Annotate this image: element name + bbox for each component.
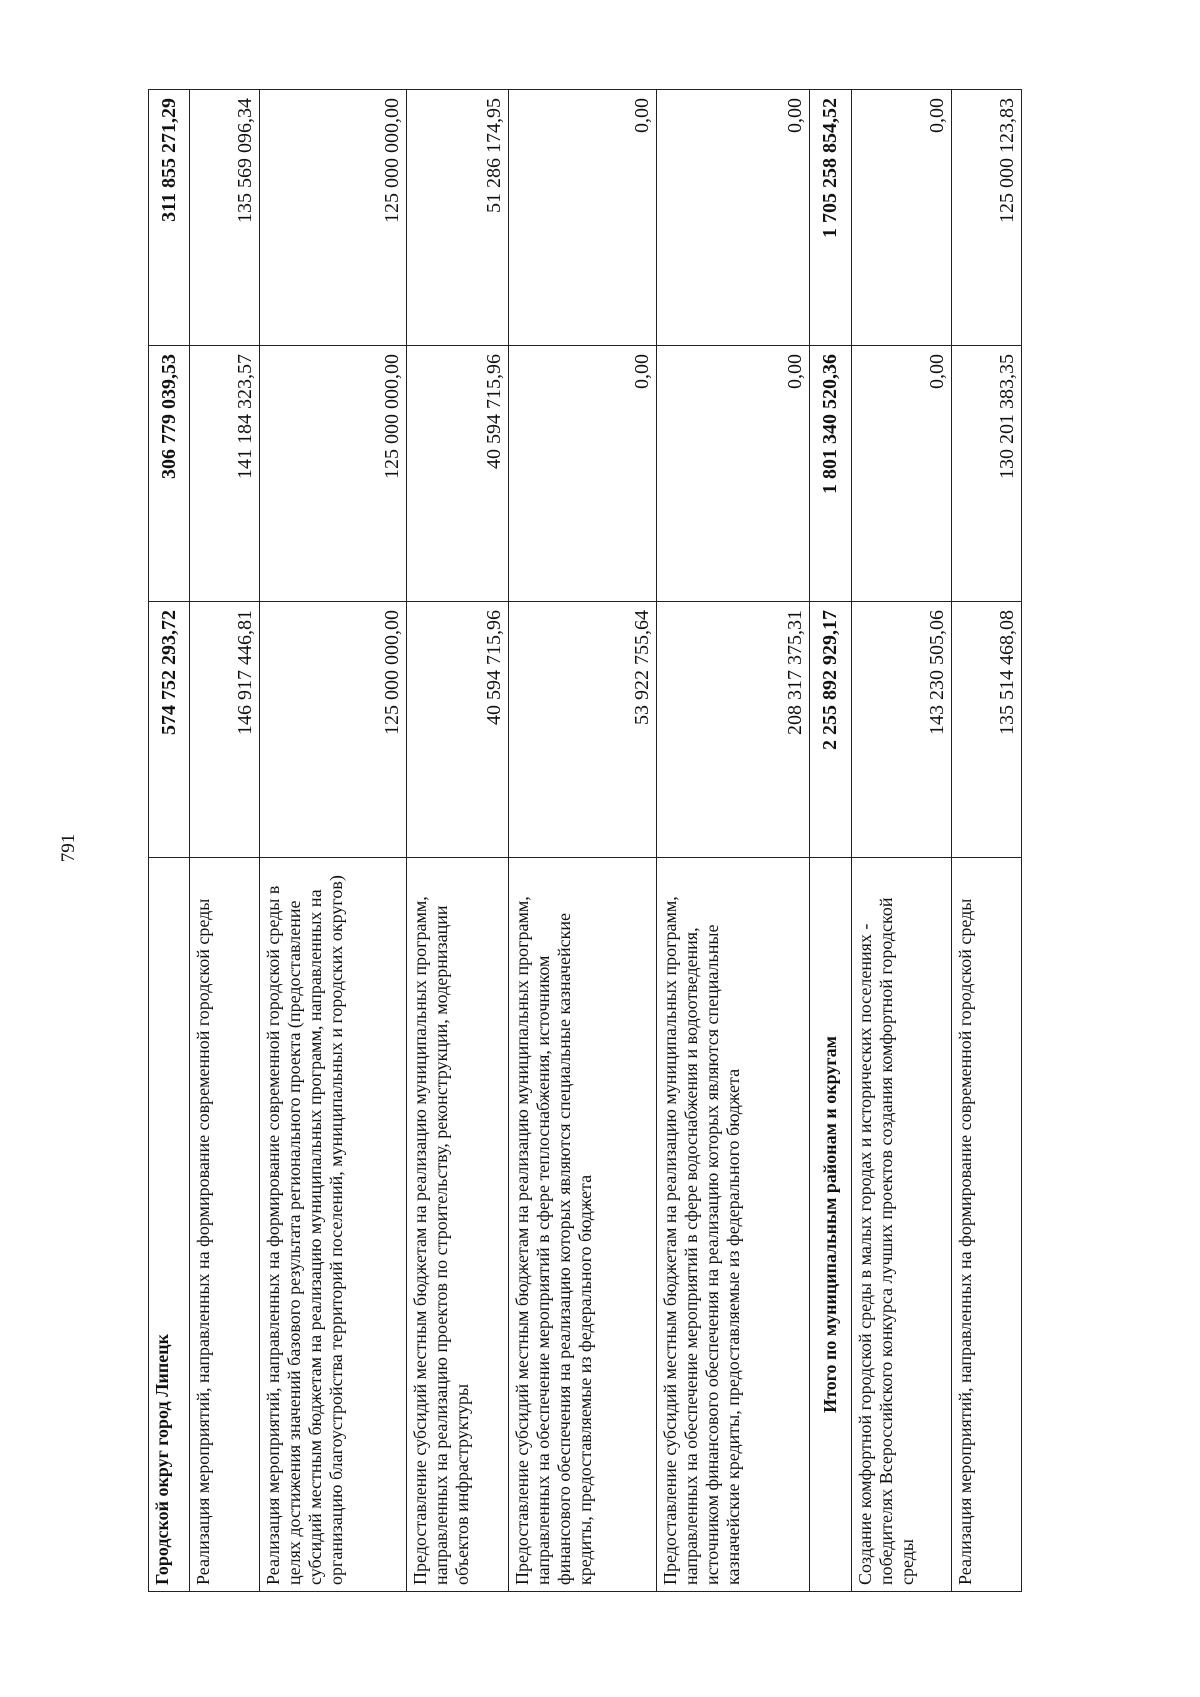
row-value-1: 143 230 505,06 [852,602,952,858]
row-value-1: 208 317 375,31 [657,602,810,858]
row-value-2: 130 201 383,35 [951,346,1021,602]
row-value-2: 0,00 [852,346,952,602]
rotated-table-container [148,90,1022,1592]
row-label: Реализация мероприятий, направленных на формирование современной городской среды [951,858,1021,1592]
row-value-3: 311 855 271,29 [149,90,190,346]
row-label: Предоставление субсидий местным бюджетам на реализацию муниципальных программ, направленных на обеспечение мероприятий в сфере водоснабжения и водоотведения, источником финансового обеспечения на реализацию которых являются специальные казначейские кредиты, предоставляемые из федерального бюджета [657,858,810,1592]
row-label: Предоставление субсидий местным бюджетам на реализацию муниципальных программ, направленных на обеспечение мероприятий в сфере теплоснабжения, источником финансового обеспечения на реализацию которых являются специальные казначейские кредиты, предоставляемые из федерального бюджета [508,858,657,1592]
row-value-2: 40 594 715,96 [406,346,508,602]
row-value-2: 0,00 [508,346,657,602]
row-value-3: 125 000 123,83 [951,90,1021,346]
row-value-1: 40 594 715,96 [406,602,508,858]
row-value-3: 125 000 000,00 [260,90,406,346]
row-value-3: 1 705 258 854,52 [809,90,851,346]
row-label: Предоставление субсидий местным бюджетам на реализацию муниципальных программ, направленных на реализацию проектов по строительству, реконструкции, модернизации объектов инфраструктуры [406,858,508,1592]
row-label: Городской округ город Липецк [149,858,190,1592]
row-value-2: 0,00 [657,346,810,602]
row-value-1: 135 514 468,08 [951,602,1021,858]
table-row [406,90,508,1592]
row-value-2: 1 801 340 520,36 [809,346,851,602]
table-row-subtotal [809,90,851,1592]
row-value-2: 306 779 039,53 [149,346,190,602]
row-label: Итого по муниципальным районам и округам [809,858,851,1592]
page-number: 791 [58,833,79,863]
row-value-1: 146 917 446,81 [190,602,260,858]
row-value-3: 0,00 [657,90,810,346]
row-value-2: 125 000 000,00 [260,346,406,602]
row-value-1: 53 922 755,64 [508,602,657,858]
table-row [657,90,810,1592]
row-label: Создание комфортной городской среды в малых городах и исторических поселениях - победителях Всероссийского конкурса лучших проектов создания комфортной городской среды [852,858,952,1592]
row-value-3: 135 569 096,34 [190,90,260,346]
row-value-2: 141 184 323,57 [190,346,260,602]
table-row [852,90,952,1592]
table-row [508,90,657,1592]
row-label: Реализация мероприятий, направленных на формирование современной городской среды в целях достижения значений базового результата регионального проекта (предоставление субсидий местным бюджетам на реализацию муниципальных программ, направленных на организацию благоустройства территорий поселений, муниципальных и городских округов) [260,858,406,1592]
table-row-district-header [149,90,190,1592]
budget-table [148,89,1022,1592]
table-row [260,90,406,1592]
row-label: Реализация мероприятий, направленных на формирование современной городской среды [190,858,260,1592]
row-value-3: 0,00 [508,90,657,346]
row-value-1: 2 255 892 929,17 [809,602,851,858]
table-row [190,90,260,1592]
row-value-3: 0,00 [852,90,952,346]
table-row [951,90,1021,1592]
row-value-3: 51 286 174,95 [406,90,508,346]
row-value-1: 574 752 293,72 [149,602,190,858]
row-value-1: 125 000 000,00 [260,602,406,858]
